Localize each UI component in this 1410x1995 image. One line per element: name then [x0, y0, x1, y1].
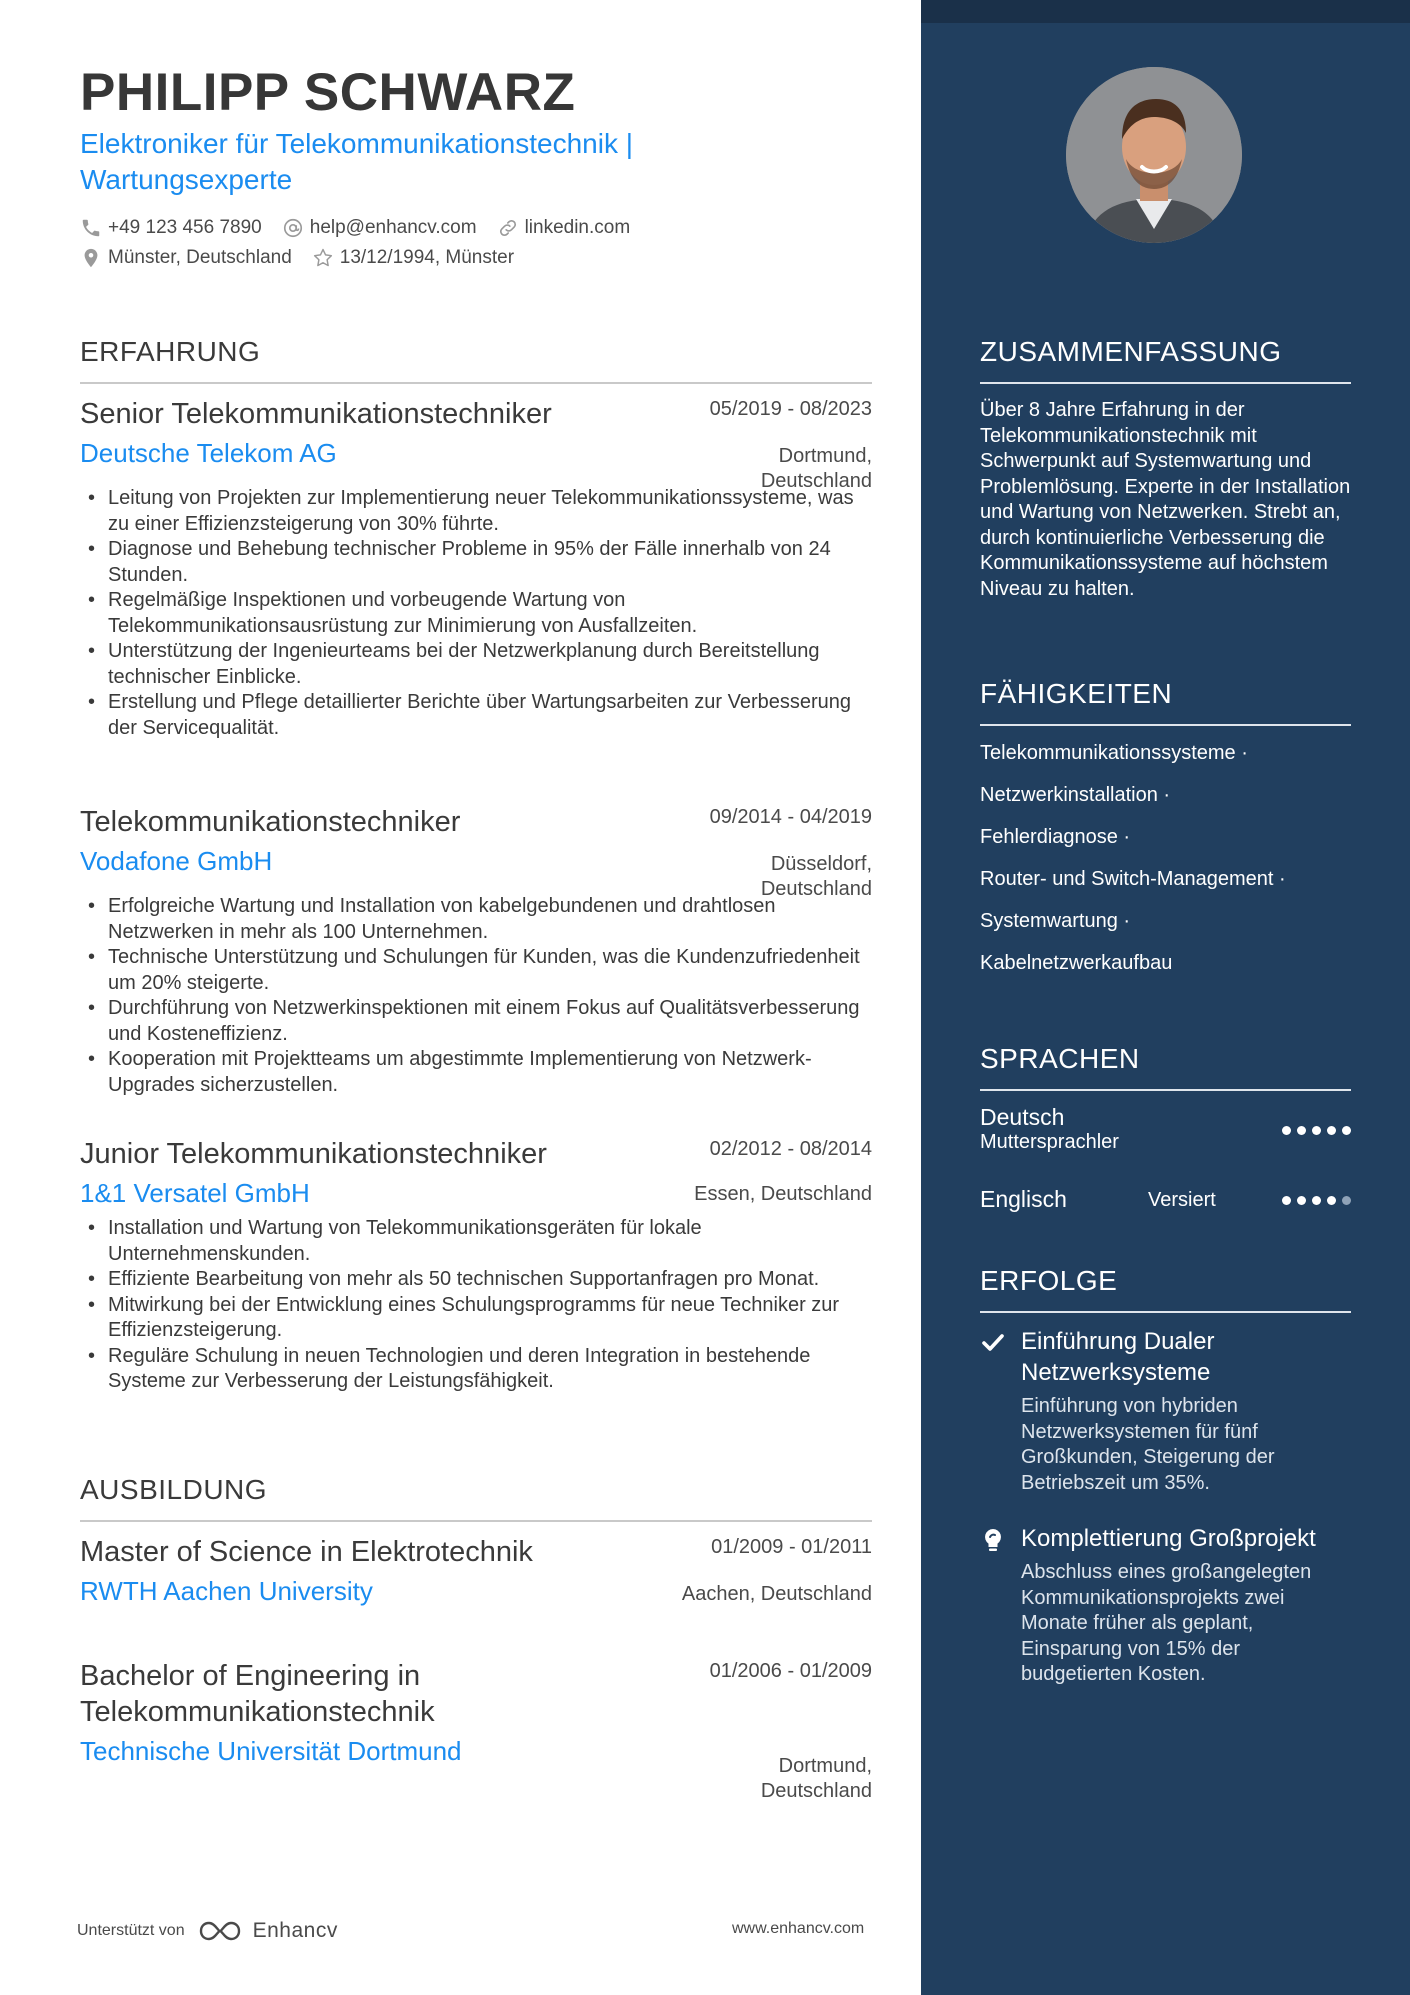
lightbulb-icon	[980, 1527, 1006, 1553]
sidebar-top-bar	[921, 0, 1410, 23]
rating-dot-filled	[1282, 1126, 1291, 1135]
powered-by-label: Unterstützt von	[77, 1922, 185, 1939]
rating-dot-empty	[1342, 1196, 1351, 1205]
skill-item: Fehlerdiagnose ·	[980, 826, 1131, 848]
bullet-item: • Kooperation mit Projektteams um abgestimmte Implementierung von Netzwerk-Upgrades sicherzustellen.	[80, 1047, 872, 1098]
rating-dot-filled	[1327, 1126, 1336, 1135]
education-section-title: AUSBILDUNG	[80, 1474, 872, 1522]
language-item	[980, 1104, 1351, 1154]
bullet-item: • Installation und Wartung von Telekommunikationsgeräten für lokale Unternehmenskunden.	[80, 1216, 872, 1267]
school-name[interactable]: RWTH Aachen University	[80, 1576, 373, 1606]
skill-item: Netzwerkinstallation ·	[980, 784, 1171, 806]
education-entry	[80, 1534, 872, 1608]
skills-list	[980, 740, 1351, 992]
website-link[interactable]: www.enhancv.com	[732, 1920, 865, 1937]
degree-title: Bachelor of Engineering in Telekommunikationstechnik	[80, 1660, 435, 1728]
rating-dot-filled	[1282, 1196, 1291, 1205]
checkmark-icon	[980, 1330, 1006, 1356]
language-name: Englisch	[980, 1186, 1067, 1212]
job-dates: 05/2019 - 08/2023	[709, 398, 872, 420]
bullet-item: • Regelmäßige Inspektionen und vorbeugende Wartung von Telekommunikationsausrüstung zur Minimierung von Ausfallzeiten.	[80, 588, 872, 639]
contact-row-2	[80, 247, 534, 269]
at-icon	[282, 217, 304, 239]
bullet-item: • Mitwirkung bei der Entwicklung eines Schulungsprogramms für neue Techniker zur Effizienzsteigerung.	[80, 1293, 872, 1344]
skill-item: Router- und Switch-Management ·	[980, 868, 1286, 890]
bullet-item: • Unterstützung der Ingenieurteams bei der Netzwerkplanung durch Bereitstellung technischer Einblicke.	[80, 639, 872, 690]
bullet-item: • Diagnose und Behebung technischer Probleme in 95% der Fälle innerhalb von 24 Stunden.	[80, 537, 872, 588]
linkedin-text: linkedin.com	[524, 217, 631, 238]
skill-item: Systemwartung ·	[980, 910, 1131, 932]
experience-section-title: ERFAHRUNG	[80, 336, 872, 384]
education-location: Aachen, Deutschland	[681, 1583, 872, 1605]
company-name[interactable]: Deutsche Telekom AG	[80, 438, 337, 468]
summary-text: Über 8 Jahre Erfahrung in der Telekommunikationstechnik mit Schwerpunkt auf Systemwartung und Problemlösung. Experte in der Installation und Wartung von Netzwerken. Strebt an, durch kontinuierliche Verbesserung die Kommunikationssysteme auf höchstem Niveau zu halten.	[980, 399, 1351, 600]
phone-text: +49 123 456 7890	[108, 217, 262, 238]
enhancv-logo-icon	[197, 1918, 243, 1944]
rating-dot-filled	[1327, 1196, 1336, 1205]
experience-entry	[80, 1136, 872, 1395]
education-entry	[80, 1658, 872, 1802]
contact-location	[80, 247, 292, 269]
skill-item: Kabelnetzwerkaufbau	[980, 952, 1173, 974]
language-level: Muttersprachler	[980, 1131, 1119, 1153]
star-icon	[312, 247, 334, 269]
job-title: Junior Telekommunikationstechniker	[80, 1138, 547, 1170]
job-title: Telekommunikationstechniker	[80, 806, 461, 838]
location-pin-icon	[80, 247, 102, 269]
headline: Elektroniker für Telekommunikationstechnik | Wartungsexperte	[80, 128, 633, 195]
achievements-section-title: ERFOLGE	[980, 1265, 1351, 1313]
school-name[interactable]: Technische Universität Dortmund	[80, 1736, 462, 1766]
job-bullets	[80, 486, 872, 741]
job-bullets	[80, 1216, 872, 1395]
job-location: Essen, Deutschland	[694, 1183, 872, 1205]
link-icon	[497, 217, 519, 239]
achievement-desc: Einführung von hybriden Netzwerksystemen für fünf Großkunden, Steigerung der Betriebszeit um 35%.	[1021, 1395, 1275, 1494]
contact-row-1	[80, 217, 650, 239]
contact-phone[interactable]	[80, 217, 262, 239]
bullet-item: • Erfolgreiche Wartung und Installation von kabelgebundenen und drahtlosen Netzwerken in mehr als 100 Unternehmen.	[80, 894, 872, 945]
job-dates: 09/2014 - 04/2019	[709, 806, 872, 828]
rating-dot-filled	[1312, 1126, 1321, 1135]
birth-text: 13/12/1994, Münster	[339, 247, 515, 268]
company-name[interactable]: Vodafone GmbH	[80, 846, 273, 876]
bullet-item: • Technische Unterstützung und Schulungen für Kunden, was die Kundenzufriedenheit um 20% steigerte.	[80, 945, 872, 996]
bullet-item: • Erstellung und Pflege detaillierter Berichte über Wartungsarbeiten zur Verbesserung der Servicequalität.	[80, 690, 872, 741]
experience-entry	[80, 396, 872, 741]
achievement-item	[980, 1523, 1351, 1688]
skills-section-title: FÄHIGKEITEN	[980, 678, 1351, 726]
skill-item: Telekommunikationssysteme ·	[980, 742, 1248, 764]
job-title: Senior Telekommunikationstechniker	[80, 398, 552, 430]
contact-linkedin[interactable]	[497, 217, 631, 239]
bullet-item: • Effiziente Bearbeitung von mehr als 50 technischen Supportanfragen pro Monat.	[80, 1267, 872, 1293]
language-rating	[1276, 1196, 1351, 1205]
education-dates: 01/2009 - 01/2011	[711, 1536, 872, 1558]
phone-icon	[80, 217, 102, 239]
achievement-item	[980, 1326, 1351, 1496]
avatar	[1066, 67, 1242, 243]
achievement-title: Einführung Dualer Netzwerksysteme	[1021, 1328, 1215, 1386]
rating-dot-filled	[1297, 1196, 1306, 1205]
avatar-photo	[1066, 67, 1242, 243]
degree-title: Master of Science in Elektrotechnik	[80, 1536, 533, 1568]
rating-dot-filled	[1342, 1126, 1351, 1135]
experience-entry	[80, 804, 872, 1098]
language-rating	[1276, 1126, 1351, 1135]
summary-section-title: ZUSAMMENFASSUNG	[980, 336, 1351, 384]
bullet-item: • Durchführung von Netzwerkinspektionen mit einem Fokus auf Qualitätsverbesserung und Kosteneffizienz.	[80, 996, 872, 1047]
contact-email[interactable]	[282, 217, 477, 239]
bullet-item: • Leitung von Projekten zur Implementierung neuer Telekommunikationssysteme, was zu einer Effizienzsteigerung von 30% führte.	[80, 486, 872, 537]
rating-dot-filled	[1312, 1196, 1321, 1205]
contact-birth	[312, 247, 514, 269]
company-name[interactable]: 1&1 Versatel GmbH	[80, 1178, 310, 1208]
language-name: Deutsch	[980, 1104, 1065, 1130]
location-text: Münster, Deutschland	[108, 247, 292, 268]
education-dates: 01/2006 - 01/2009	[709, 1660, 872, 1682]
powered-by	[77, 1918, 338, 1944]
job-location: Düsseldorf, Deutschland	[760, 853, 872, 900]
language-level: Versiert	[1148, 1189, 1216, 1211]
enhancv-logo[interactable]	[197, 1918, 338, 1944]
candidate-name: PHILIPP SCHWARZ	[80, 63, 576, 122]
job-bullets	[80, 894, 872, 1098]
achievement-title: Komplettierung Großprojekt	[1021, 1525, 1316, 1552]
education-location: Dortmund, Deutschland	[760, 1755, 872, 1802]
rating-dot-filled	[1297, 1126, 1306, 1135]
achievement-desc: Abschluss eines großangelegten Kommunikationsprojekts zwei Monate früher als geplant, Einsparung von 15% der budgetierten Kosten.	[1021, 1561, 1312, 1685]
sidebar	[921, 0, 1410, 1995]
job-location: Dortmund, Deutschland	[760, 445, 872, 492]
bullet-item: • Reguläre Schulung in neuen Technologien und deren Integration in bestehende Systeme zur Verbesserung der Leistungsfähigkeit.	[80, 1344, 872, 1395]
enhancv-logo-text: Enhancv	[252, 1919, 338, 1942]
email-text: help@enhancv.com	[309, 217, 477, 238]
language-item	[980, 1186, 1351, 1213]
languages-section-title: SPRACHEN	[980, 1043, 1351, 1091]
job-dates: 02/2012 - 08/2014	[709, 1138, 872, 1160]
